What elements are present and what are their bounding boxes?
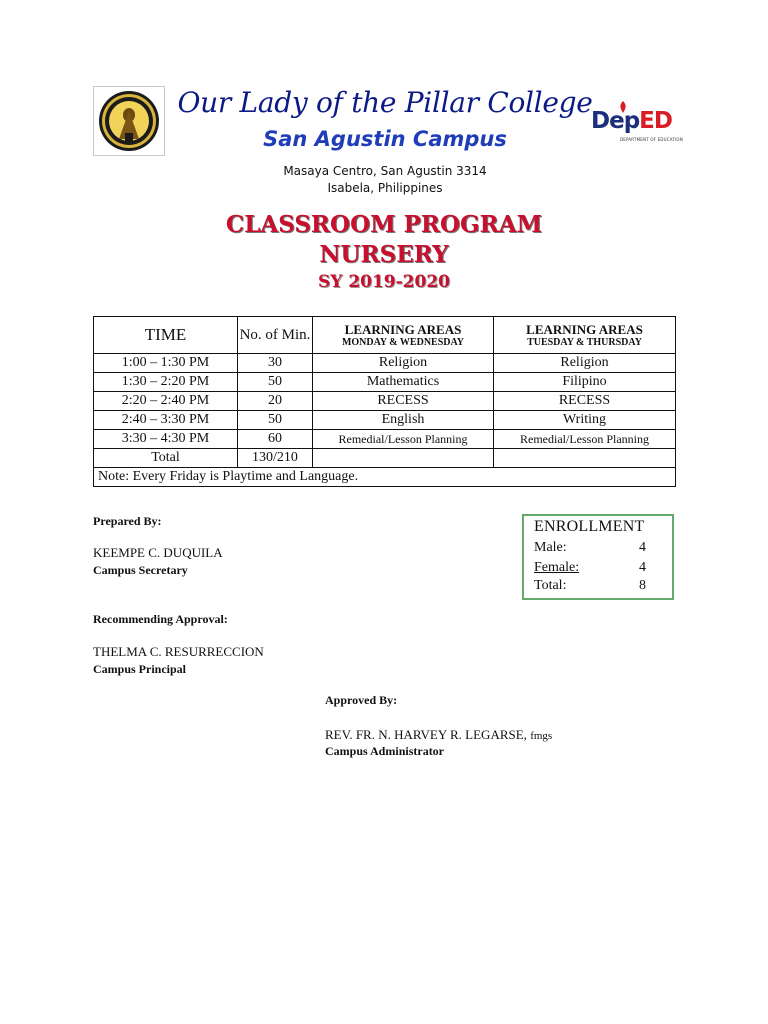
- enrollment-male-label: Male:: [534, 540, 567, 555]
- cell-tt: Filipino: [494, 373, 676, 392]
- header-learning-areas-tt: [494, 317, 676, 354]
- cell-empty: [494, 449, 676, 468]
- table-header-row: [94, 317, 676, 354]
- cell-tt: Writing: [494, 411, 676, 430]
- enrollment-title: ENROLLMENT: [534, 518, 645, 535]
- prepared-by-title: Campus Secretary: [93, 563, 188, 577]
- deped-logo-text-ed: ED: [639, 108, 672, 134]
- cell-total-label: Total: [94, 449, 238, 468]
- program-title: CLASSROOM PROGRAM: [225, 211, 543, 238]
- cell-time: 3:30 – 4:30 PM: [94, 430, 238, 449]
- header-la-mw-title: LEARNING AREAS: [344, 321, 462, 337]
- enrollment-male-row: [534, 540, 664, 556]
- deped-logo: [590, 100, 683, 150]
- cell-time: 1:00 – 1:30 PM: [94, 354, 238, 373]
- program-level: NURSERY: [319, 241, 449, 268]
- recommending-title: Campus Principal: [93, 662, 187, 676]
- cell-empty: [313, 449, 494, 468]
- cell-tt: Remedial/Lesson Planning: [494, 430, 676, 449]
- school-seal-logo: [93, 86, 165, 156]
- cell-mw: RECESS: [313, 392, 494, 411]
- cell-minutes: 60: [238, 430, 313, 449]
- table-row: [94, 430, 676, 449]
- recommending-approval-label: Recommending Approval:: [93, 612, 228, 626]
- header-la-tt-days: TUESDAY & THURSDAY: [527, 336, 642, 348]
- header-la-tt-title: LEARNING AREAS: [526, 321, 643, 337]
- schedule-table: [93, 316, 676, 487]
- enrollment-female-row: [534, 560, 664, 576]
- deped-logo-text-dep: Dep: [591, 108, 640, 134]
- recommending-name: THELMA C. RESURRECCION: [93, 644, 264, 659]
- enrollment-total-value: 8: [639, 578, 646, 593]
- cell-mw: Mathematics: [313, 373, 494, 392]
- cell-time: 2:40 – 3:30 PM: [94, 411, 238, 430]
- campus-name: San Agustin Campus: [263, 127, 507, 151]
- enrollment-total-label: Total:: [534, 578, 567, 593]
- cell-total-value: 130/210: [238, 449, 313, 468]
- approved-by-title: Campus Administrator: [325, 744, 445, 758]
- header-minutes: No. of Min.: [238, 317, 313, 354]
- cell-time: 2:20 – 2:40 PM: [94, 392, 238, 411]
- cell-minutes: 20: [238, 392, 313, 411]
- table-row: [94, 354, 676, 373]
- header-time: TIME: [94, 317, 238, 354]
- cell-mw: Religion: [313, 354, 494, 373]
- prepared-by-label: Prepared By:: [93, 514, 162, 528]
- enrollment-male-value: 4: [639, 540, 646, 555]
- header-learning-areas-mw: [313, 317, 494, 354]
- table-row: [94, 411, 676, 430]
- table-row: [94, 392, 676, 411]
- table-note-row: [94, 468, 676, 487]
- prepared-by-name: KEEMPE C. DUQUILA: [93, 545, 223, 560]
- schedule-note: Note: Every Friday is Playtime and Language.: [94, 468, 676, 487]
- enrollment-box: [522, 514, 674, 600]
- enrollment-total-row: [534, 578, 664, 594]
- header-la-mw-days: MONDAY & WEDNESDAY: [341, 336, 465, 348]
- approved-by-name-line: [325, 727, 552, 743]
- cell-tt: RECESS: [494, 392, 676, 411]
- table-row: [94, 373, 676, 392]
- cell-tt: Religion: [494, 354, 676, 373]
- approved-by-suffix: fmgs: [530, 730, 553, 742]
- cell-mw: English: [313, 411, 494, 430]
- college-name: Our Lady of the Pillar College: [177, 86, 593, 119]
- deped-logo-subtitle: DEPARTMENT OF EDUCATION: [620, 137, 683, 142]
- table-total-row: [94, 449, 676, 468]
- cell-mw: Remedial/Lesson Planning: [313, 430, 494, 449]
- approved-by-name: REV. FR. N. HARVEY R. LEGARSE,: [325, 727, 527, 742]
- cell-minutes: 50: [238, 373, 313, 392]
- address-line-1: Masaya Centro, San Agustin 3314: [283, 164, 487, 178]
- cell-minutes: 30: [238, 354, 313, 373]
- approved-by-label: Approved By:: [325, 693, 398, 707]
- address-line-2: Isabela, Philippines: [327, 181, 443, 195]
- enrollment-female-value: 4: [639, 560, 646, 575]
- cell-time: 1:30 – 2:20 PM: [94, 373, 238, 392]
- enrollment-female-label: Female:: [534, 560, 580, 575]
- cell-minutes: 50: [238, 411, 313, 430]
- school-year: SY 2019-2020: [317, 272, 450, 292]
- seal-emblem-icon: [97, 89, 161, 153]
